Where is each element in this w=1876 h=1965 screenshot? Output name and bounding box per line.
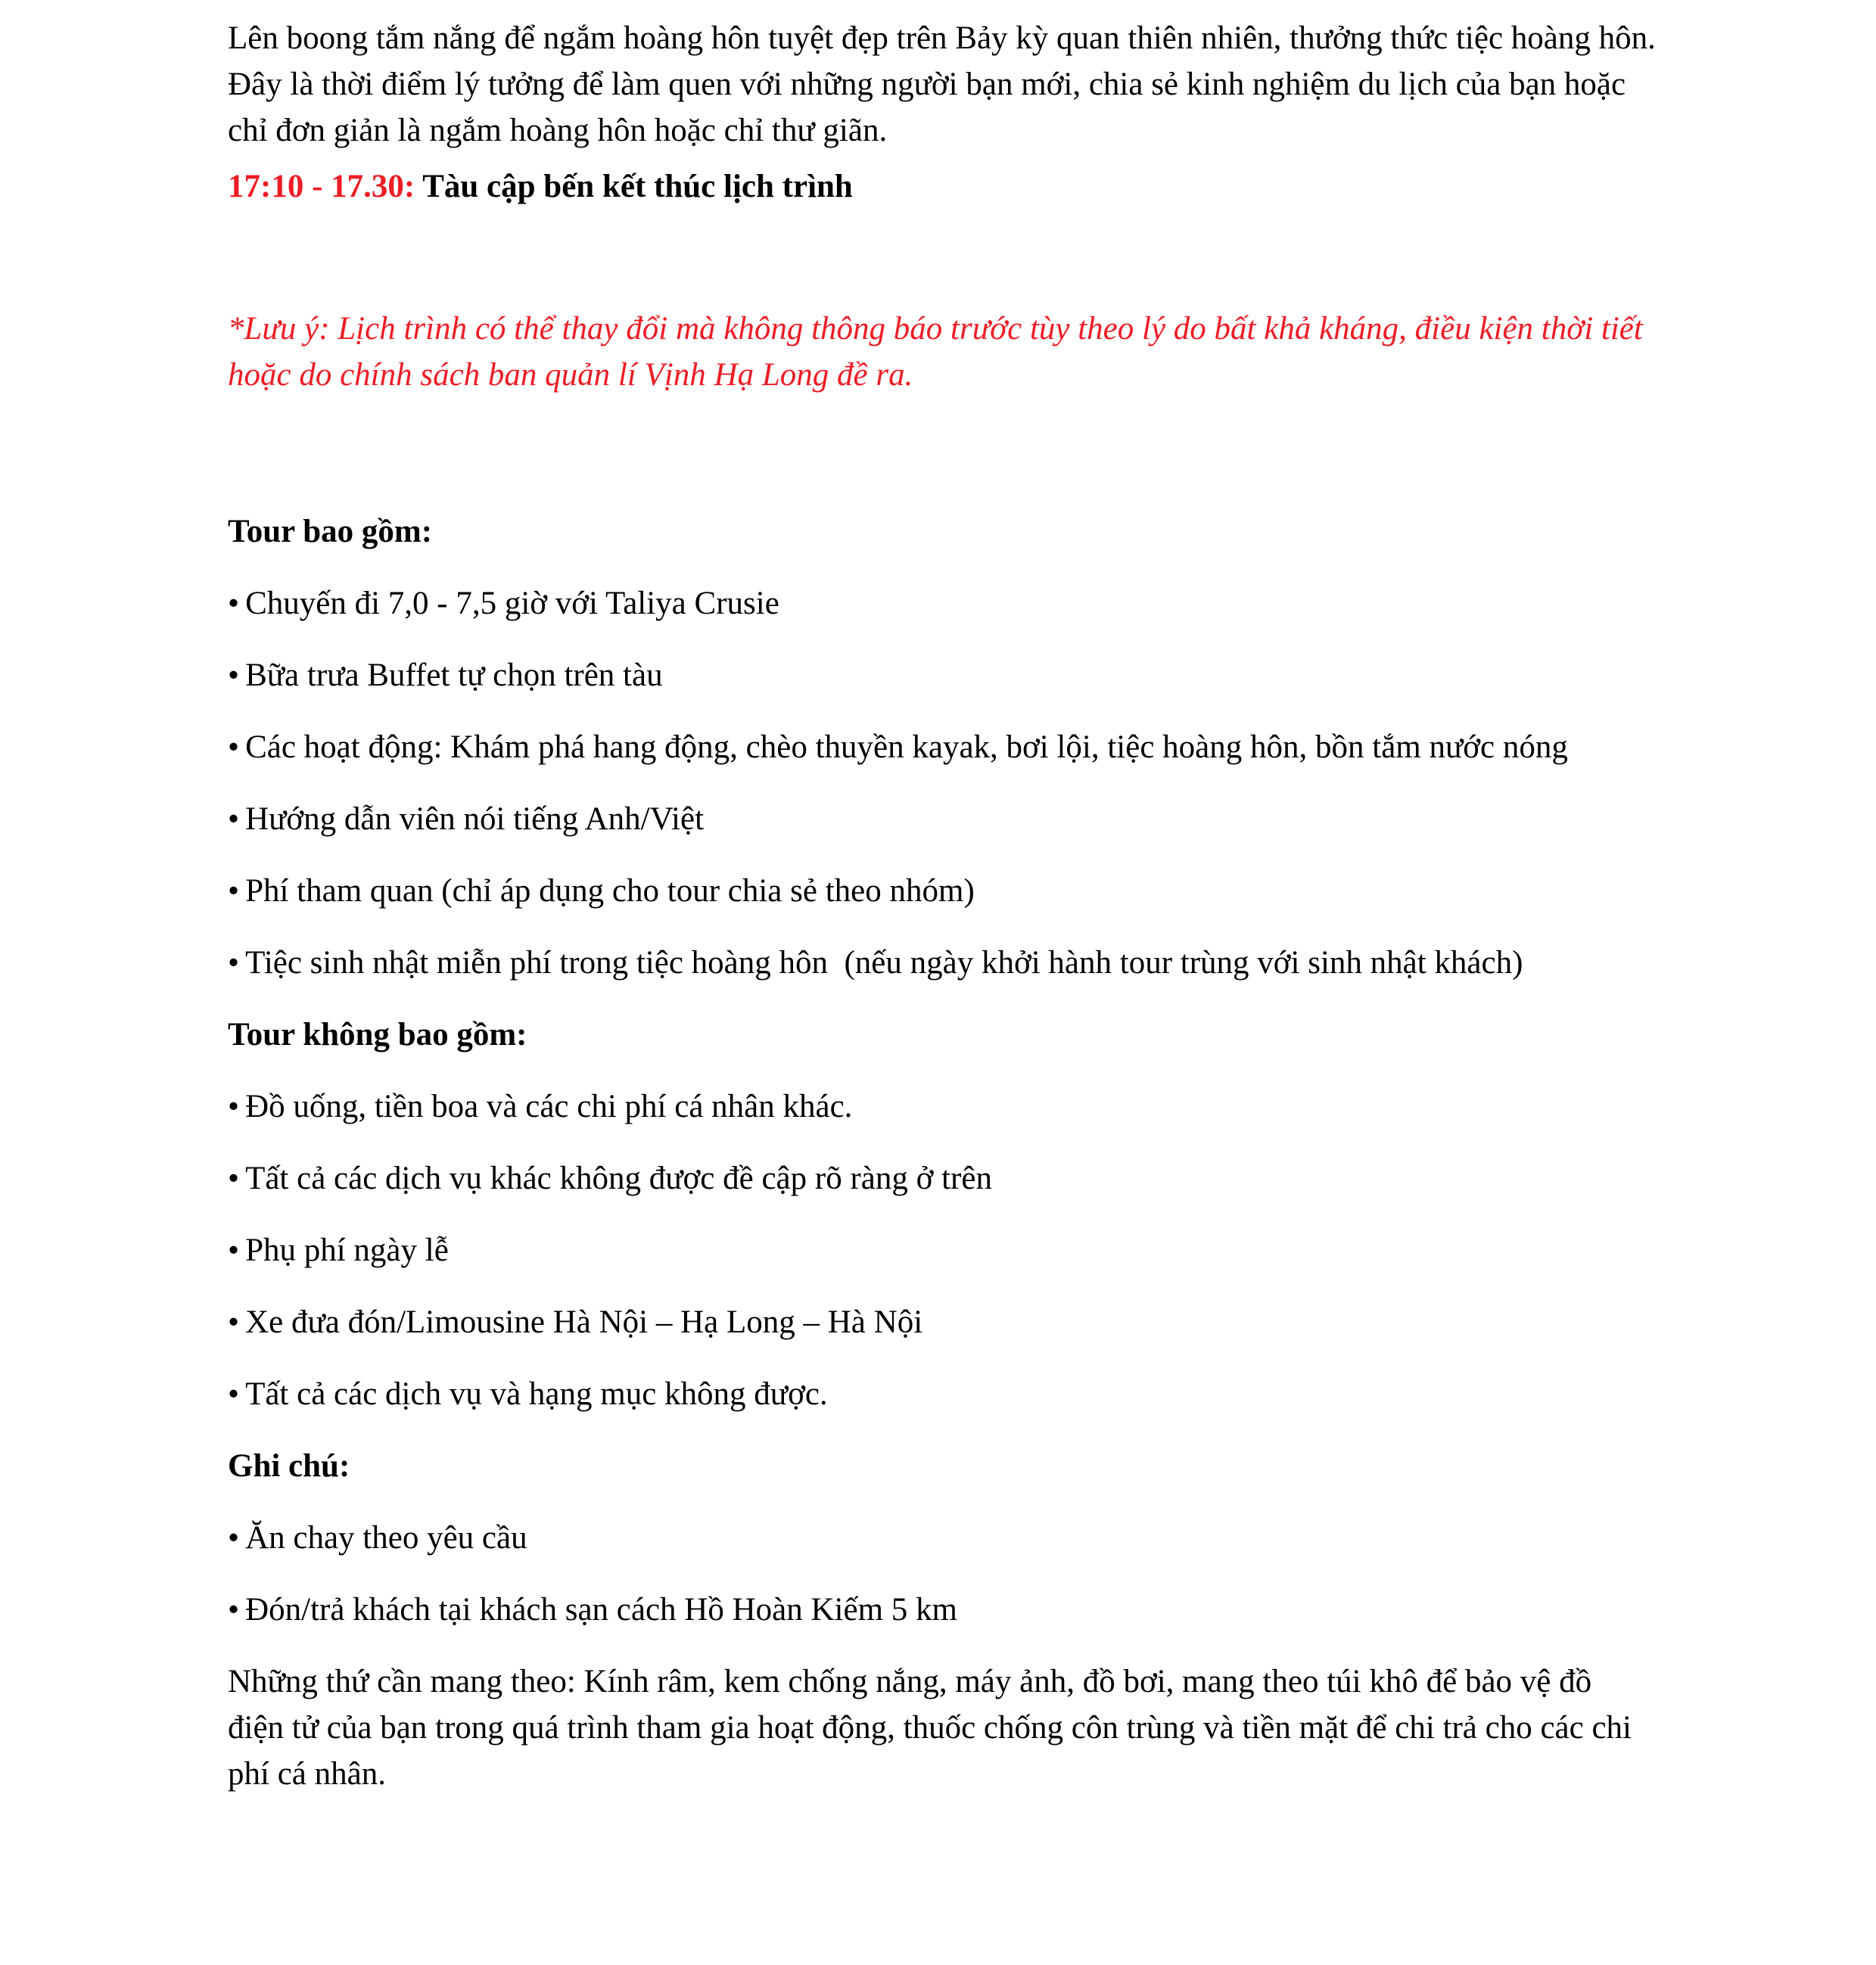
bullet-marker: • bbox=[228, 1161, 240, 1196]
included-title: Tour bao gồm: bbox=[228, 514, 433, 549]
bullet-marker: • bbox=[228, 658, 240, 693]
list-item bbox=[228, 1227, 1666, 1273]
bullet-marker: • bbox=[228, 1233, 240, 1268]
bullet-marker: • bbox=[228, 1304, 240, 1340]
list-item-text: Tất cả các dịch vụ và hạng mục không được. bbox=[245, 1376, 828, 1412]
intro-paragraph: Lên boong tắm nắng để ngắm hoàng hôn tuyệt đẹp trên Bảy kỳ quan thiên nhiên, thưởng thức tiệc hoàng hôn. Đây là thời điểm lý tưởng để làm quen với những người bạn mới, chia sẻ kinh nghiệm du lịch của bạn hoặc chỉ đơn giản là ngắm hoàng hôn hoặc chỉ thư giãn. bbox=[228, 20, 1656, 148]
list-item bbox=[228, 1299, 1666, 1345]
list-item bbox=[228, 940, 1666, 986]
list-item bbox=[228, 868, 1666, 914]
bullet-marker: • bbox=[228, 1520, 240, 1556]
list-item-text: Xe đưa đón/Limousine Hà Nội – Hạ Long – Hà Nội bbox=[245, 1304, 923, 1340]
list-item-text: Phí tham quan (chỉ áp dụng cho tour chia sẻ theo nhóm) bbox=[245, 873, 975, 909]
list-item-text: Tất cả các dịch vụ khác không được đề cập rõ ràng ở trên bbox=[245, 1161, 992, 1196]
excluded-list bbox=[228, 1084, 1666, 1417]
list-item bbox=[228, 652, 1666, 698]
list-item-text: Đón/trả khách tại khách sạn cách Hồ Hoàn Kiếm 5 km bbox=[245, 1592, 957, 1628]
list-item-text: Ăn chay theo yêu cầu bbox=[245, 1520, 527, 1556]
list-item-text: Chuyến đi 7,0 - 7,5 giờ với Taliya Crusie bbox=[245, 586, 779, 621]
document-page bbox=[228, 15, 1666, 1797]
list-item bbox=[228, 796, 1666, 842]
packing-paragraph: Những thứ cần mang theo: Kính râm, kem chống nắng, máy ảnh, đồ bơi, mang theo túi khô để bảo vệ đồ điện tử của bạn trong quá trình tham gia hoạt động, thuốc chống côn trùng và tiền mặt để chi trả cho các chi phí cá nhân. bbox=[228, 1664, 1632, 1792]
list-item-text: Tiệc sinh nhật miễn phí trong tiệc hoàng hôn (nếu ngày khởi hành tour trùng với sinh nhật khách) bbox=[245, 945, 1523, 981]
bullet-marker: • bbox=[228, 1376, 240, 1412]
bullet-marker: • bbox=[228, 1089, 240, 1124]
list-item bbox=[228, 1371, 1666, 1417]
schedule-note: *Lưu ý: Lịch trình có thể thay đổi mà không thông báo trước tùy theo lý do bất khả kháng, điều kiện thời tiết hoặc do chính sách ban quản lí Vịnh Hạ Long đề ra. bbox=[228, 311, 1643, 393]
bullet-marker: • bbox=[228, 729, 240, 765]
notes-list bbox=[228, 1515, 1666, 1633]
list-item bbox=[228, 724, 1635, 770]
list-item-text: Hướng dẫn viên nói tiếng Anh/Việt bbox=[245, 801, 705, 837]
list-item-text: Phụ phí ngày lễ bbox=[245, 1233, 449, 1268]
bullet-marker: • bbox=[228, 801, 240, 837]
bullet-marker: • bbox=[228, 873, 240, 909]
list-item-text: Các hoạt động: Khám phá hang động, chèo thuyền kayak, bơi lội, tiệc hoàng hôn, bồn tắm nước nóng bbox=[245, 729, 1568, 765]
schedule-line bbox=[228, 163, 1666, 210]
list-item bbox=[228, 1084, 1666, 1130]
bullet-marker: • bbox=[228, 1592, 240, 1628]
list-item-text: Đồ uống, tiền boa và các chi phí cá nhân khác. bbox=[245, 1089, 853, 1124]
list-item bbox=[228, 580, 1666, 626]
bullet-marker: • bbox=[228, 945, 240, 981]
notes-title: Ghi chú: bbox=[228, 1448, 350, 1484]
list-item bbox=[228, 1587, 1666, 1633]
schedule-activity: Tàu cập bến kết thúc lịch trình bbox=[422, 169, 853, 204]
list-item bbox=[228, 1515, 1666, 1561]
bullet-marker: • bbox=[228, 586, 240, 621]
list-item-text: Bữa trưa Buffet tự chọn trên tàu bbox=[245, 658, 663, 693]
included-list bbox=[228, 580, 1666, 986]
list-item bbox=[228, 1155, 1666, 1202]
schedule-time: 17:10 - 17.30: bbox=[228, 169, 415, 204]
excluded-title: Tour không bao gồm: bbox=[228, 1017, 527, 1052]
